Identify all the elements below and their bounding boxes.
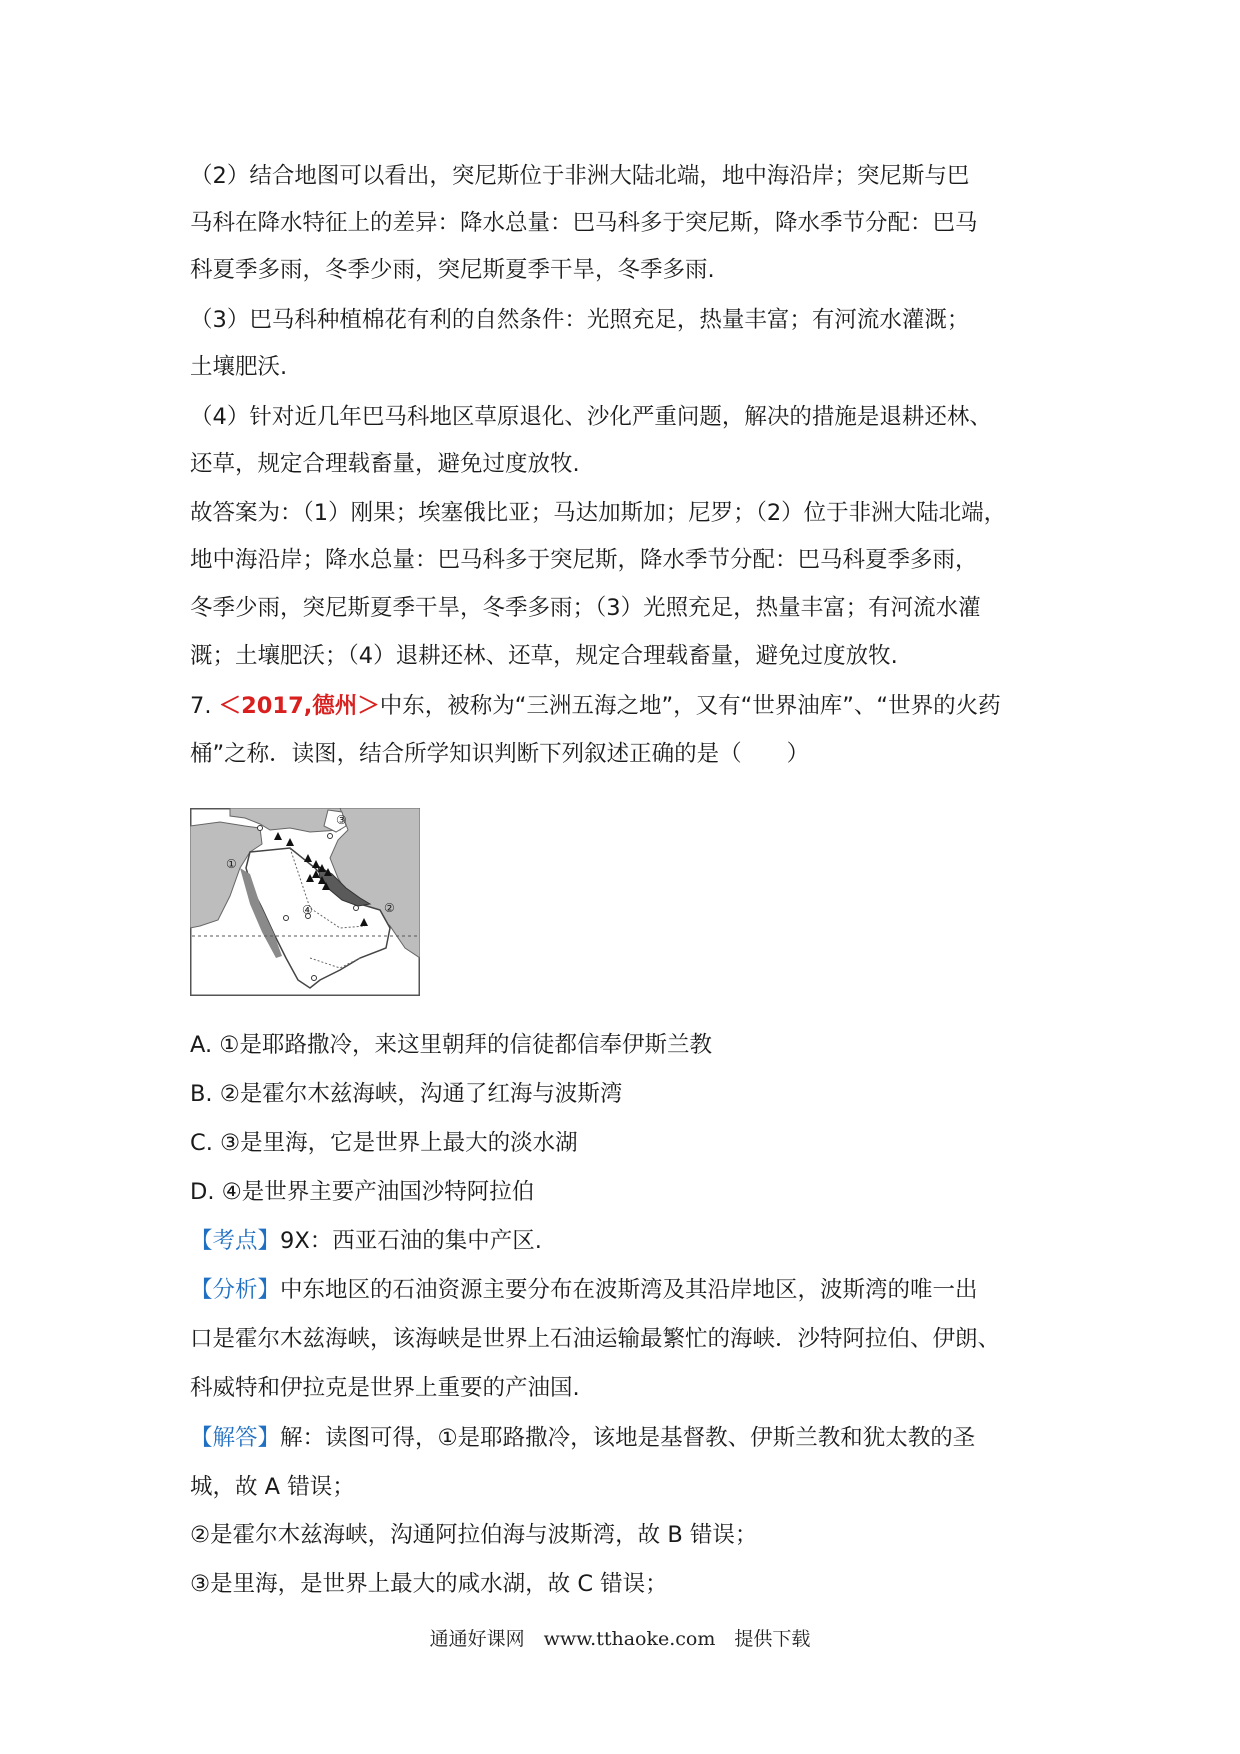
text-line: （2）结合地图可以看出，突尼斯位于非洲大陆北端，地中海沿岸；突尼斯与巴 xyxy=(190,163,970,189)
text-line: 马科在降水特征上的差异：降水总量：巴马科多于突尼斯，降水季节分配：巴马 xyxy=(190,210,978,236)
text-line: 还草，规定合理载畜量，避免过度放牧. xyxy=(190,451,580,477)
text-line: ③是里海，是世界上最大的咸水湖，故 C 错误； xyxy=(190,1571,668,1597)
text-line: 口是霍尔木兹海峡，该海峡是世界上石油运输最繁忙的海峡．沙特阿拉伯、伊朗、 xyxy=(190,1326,1001,1352)
question-stem xyxy=(190,691,1001,721)
jieda-tag: 【解答】 xyxy=(190,1425,281,1451)
text-line: 科威特和伊拉克是世界上重要的产油国. xyxy=(190,1375,580,1401)
text-line: 科夏季多雨，冬季少雨，突尼斯夏季干旱，冬季多雨. xyxy=(190,257,715,283)
option-d: D. ④是世界主要产油国沙特阿拉伯 xyxy=(190,1179,535,1205)
option-c: C. ③是里海，它是世界上最大的淡水湖 xyxy=(190,1130,578,1156)
text-line: 地中海沿岸；降水总量：巴马科多于突尼斯，降水季节分配：巴马科夏季多雨， xyxy=(190,547,978,573)
map-label-1: ① xyxy=(226,857,237,871)
fenxi-text: 中东地区的石油资源主要分布在波斯湾及其沿岸地区，波斯湾的唯一出 xyxy=(280,1277,978,1303)
question-stem-text: 中东，被称为“三洲五海之地”，又有“世界油库”、“世界的火药 xyxy=(379,693,1001,719)
map-label-2: ② xyxy=(384,901,395,915)
text-line: 冬季少雨，突尼斯夏季干旱，冬季多雨；（3）光照充足，热量丰富；有河流水灌 xyxy=(190,595,981,621)
jieda-section xyxy=(190,1423,975,1453)
text-line: 故答案为：（1）刚果；埃塞俄比亚；马达加斯加；尼罗；（2）位于非洲大陆北端， xyxy=(190,500,1007,526)
fenxi-section xyxy=(190,1275,978,1305)
jieda-text: 解：读图可得，①是耶路撒冷，该地是基督教、伊斯兰教和犹太教的圣 xyxy=(280,1425,976,1451)
map-label-3: ③ xyxy=(336,813,347,827)
page-footer: 通通好课网 www.tthaoke.com 提供下载 xyxy=(429,1628,811,1650)
question-number: 7. xyxy=(190,693,212,719)
middle-east-map xyxy=(190,808,420,996)
text-line: 溉；土壤肥沃；（4）退耕还林、还草，规定合理载畜量，避免过度放牧. xyxy=(190,643,898,669)
kaodian-text: 9X：西亚石油的集中产区. xyxy=(280,1228,542,1254)
text-line: 城，故 A 错误； xyxy=(190,1474,355,1500)
text-line: （3）巴马科种植棉花有利的自然条件：光照充足，热量丰富；有河流水灌溉； xyxy=(190,307,970,333)
question-source: ＜2017,德州＞ xyxy=(218,693,380,719)
text-line: 桶”之称．读图，结合所学知识判断下列叙述正确的是（ ） xyxy=(190,741,810,767)
text-line: 土壤肥沃. xyxy=(190,354,288,380)
text-line: ②是霍尔木兹海峡，沟通阿拉伯海与波斯湾，故 B 错误； xyxy=(190,1522,758,1548)
option-a: A. ①是耶路撒冷，来这里朝拜的信徒都信奉伊斯兰教 xyxy=(190,1032,712,1058)
kaodian-section xyxy=(190,1226,542,1256)
text-line: （4）针对近几年巴马科地区草原退化、沙化严重问题，解决的措施是退耕还林、 xyxy=(190,404,992,430)
option-b: B. ②是霍尔木兹海峡，沟通了红海与波斯湾 xyxy=(190,1081,623,1107)
fenxi-tag: 【分析】 xyxy=(190,1277,281,1303)
kaodian-tag: 【考点】 xyxy=(190,1228,281,1254)
map-label-4: ④ xyxy=(302,903,313,917)
